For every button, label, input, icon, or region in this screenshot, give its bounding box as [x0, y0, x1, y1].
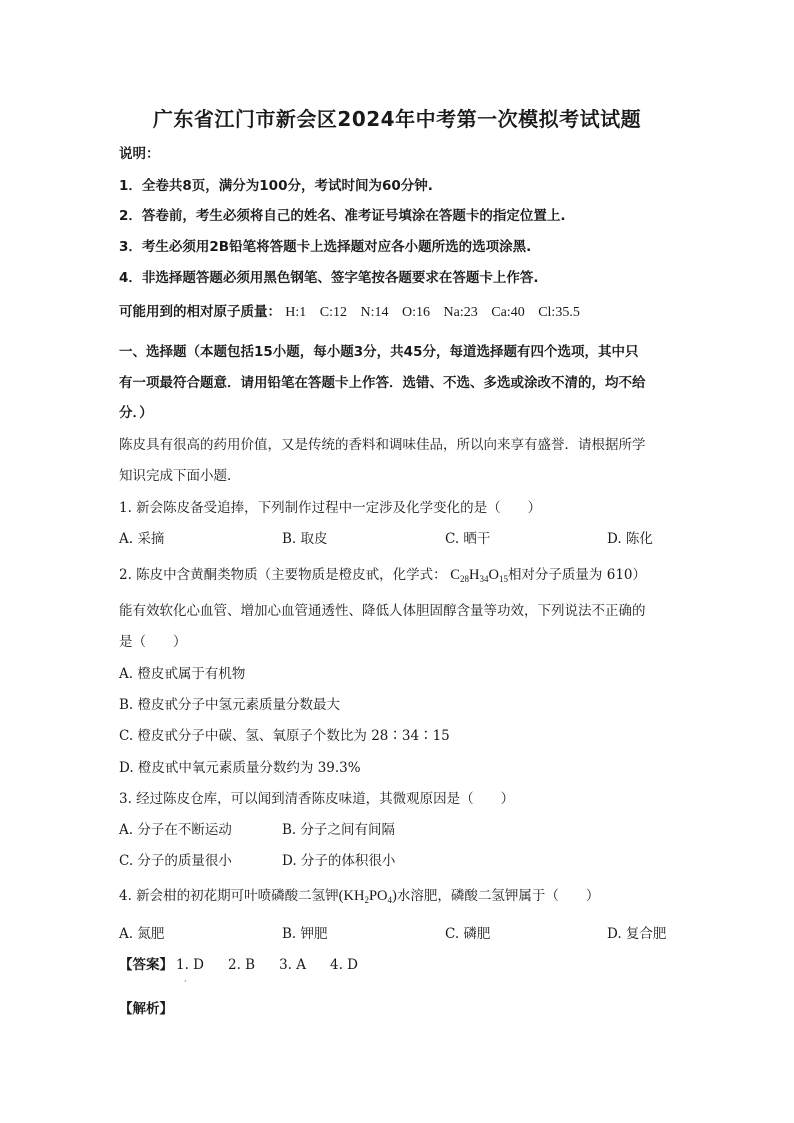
formula-element: O — [488, 567, 499, 583]
stray-dot: · — [184, 977, 187, 986]
q2-option-d: D. 橙皮甙中氧元素质量分数约为 39.3% — [119, 760, 361, 776]
question-1-stem: 1. 新会陈皮备受追捧，下列制作过程中一定涉及化学变化的是（ ） — [119, 500, 542, 516]
note-item: 2．答卷前，考生必须将自己的姓名、准考证号填涂在答题卡的指定位置上. — [119, 208, 566, 224]
q4-stem-part: 4. 新会柑的初花期可叶喷磷酸二氢钾 — [119, 888, 339, 904]
question-4-stem — [119, 887, 599, 909]
atomic-mass-value: Cl:35.5 — [538, 305, 580, 320]
answer-item: 3. A — [279, 957, 307, 973]
section-heading: 一、选择题（本题包括15小题，每小题3分，共45分，每道选择题有四个选项，其中只 — [119, 344, 639, 360]
q2-option-c: C. 橙皮甙分子中碳、氢、氧原子个数比为 28∶34∶15 — [119, 728, 450, 744]
section-heading: 分．） — [119, 405, 153, 421]
atomic-mass-label: 可能用到的相对原子质量： — [119, 304, 281, 320]
q4-option-b: B. 钾肥 — [282, 926, 328, 942]
note-item: 4．非选择题答题必须用黑色钢笔、签字笔按各题要求在答题卡上作答. — [119, 270, 539, 286]
formula-element: H — [468, 567, 480, 583]
formula-subscript: 4 — [387, 895, 392, 905]
atomic-mass-value: O:16 — [402, 305, 431, 320]
note-item: 3．考生必须用2B铅笔将答题卡上选择题对应各小题所选的选项涂黑. — [119, 239, 532, 255]
intro-text: 陈皮具有很高的药用价值，又是传统的香料和调味佳品，所以向来享有盛誉．请根据所学 — [119, 437, 646, 453]
chemical-formula — [339, 888, 397, 904]
answer-item: 4. D — [330, 957, 359, 973]
atomic-mass-value: H:1 — [285, 305, 307, 320]
formula-element: C — [450, 567, 460, 583]
analysis-label: 【解析】 — [119, 1001, 173, 1017]
formula-subscript: 2 — [364, 895, 369, 905]
question-2-stem: 能有效软化心血管、增加心血管通透性、降低人体胆固醇含量等功效，下列说法不正确的 — [119, 603, 646, 619]
answer-item: 2. B — [228, 957, 256, 973]
q3-option-b: B. 分子之间有间隔 — [282, 822, 396, 838]
chemical-formula — [447, 567, 508, 583]
q3-option-c: C. 分子的质量很小 — [119, 853, 232, 869]
note-item: 1．全卷共8页，满分为100分，考试时间为60分钟. — [119, 178, 433, 194]
q4-option-d: D. 复合肥 — [607, 926, 667, 942]
answer-row — [119, 956, 358, 974]
answer-item: 1. D — [176, 957, 204, 973]
question-2-stem: 是（ ） — [119, 634, 187, 650]
q2-option-a: A. 橙皮甙属于有机物 — [119, 666, 246, 682]
atomic-mass-value: Na:23 — [443, 305, 478, 320]
page-title: 广东省江门市新会区2024年中考第一次模拟考试试题 — [152, 107, 642, 131]
q3-option-a: A. 分子在不断运动 — [119, 822, 232, 838]
q3-option-d: D. 分子的体积很小 — [282, 853, 396, 869]
formula-subscript: 28 — [459, 574, 469, 584]
q1-option-d: D. 陈化 — [607, 531, 653, 547]
q1-option-a: A. 采摘 — [119, 531, 165, 547]
atomic-mass-row — [119, 303, 590, 322]
q1-option-c: C. 晒干 — [445, 531, 491, 547]
atomic-mass-value: N:14 — [360, 305, 389, 320]
q2-stem-part: 2. 陈皮中含黄酮类物质（主要物质是橙皮甙，化学式： — [119, 567, 447, 583]
formula-element: PO — [368, 888, 388, 904]
section-heading: 有一项最符合题意．请用铅笔在答题卡上作答．选错、不选、多选或涂改不清的，均不给 — [119, 375, 646, 391]
intro-text: 知识完成下面小题． — [119, 468, 241, 484]
formula-element: (KH — [338, 888, 365, 904]
formula-subscript: 15 — [498, 574, 508, 584]
q4-option-c: C. 磷肥 — [445, 926, 491, 942]
q2-stem-part: 相对分子质量为 610） — [507, 567, 646, 583]
formula-element: ) — [392, 888, 397, 904]
formula-subscript: 34 — [479, 574, 489, 584]
atomic-mass-values — [285, 305, 590, 320]
q4-option-a: A. 氮肥 — [119, 926, 165, 942]
answer-label: 【答案】 — [119, 957, 173, 973]
q4-stem-part: 水溶肥，磷酸二氢钾属于（ ） — [396, 888, 600, 904]
notes-heading: 说明： — [119, 146, 160, 162]
q2-option-b: B. 橙皮甙分子中氢元素质量分数最大 — [119, 697, 341, 713]
q1-option-b: B. 取皮 — [282, 531, 328, 547]
question-3-stem: 3. 经过陈皮仓库，可以闻到清香陈皮味道，其微观原因是（ ） — [119, 791, 515, 807]
atomic-mass-value: Ca:40 — [491, 305, 525, 320]
atomic-mass-value: C:12 — [319, 305, 348, 320]
question-2-stem — [119, 566, 646, 588]
